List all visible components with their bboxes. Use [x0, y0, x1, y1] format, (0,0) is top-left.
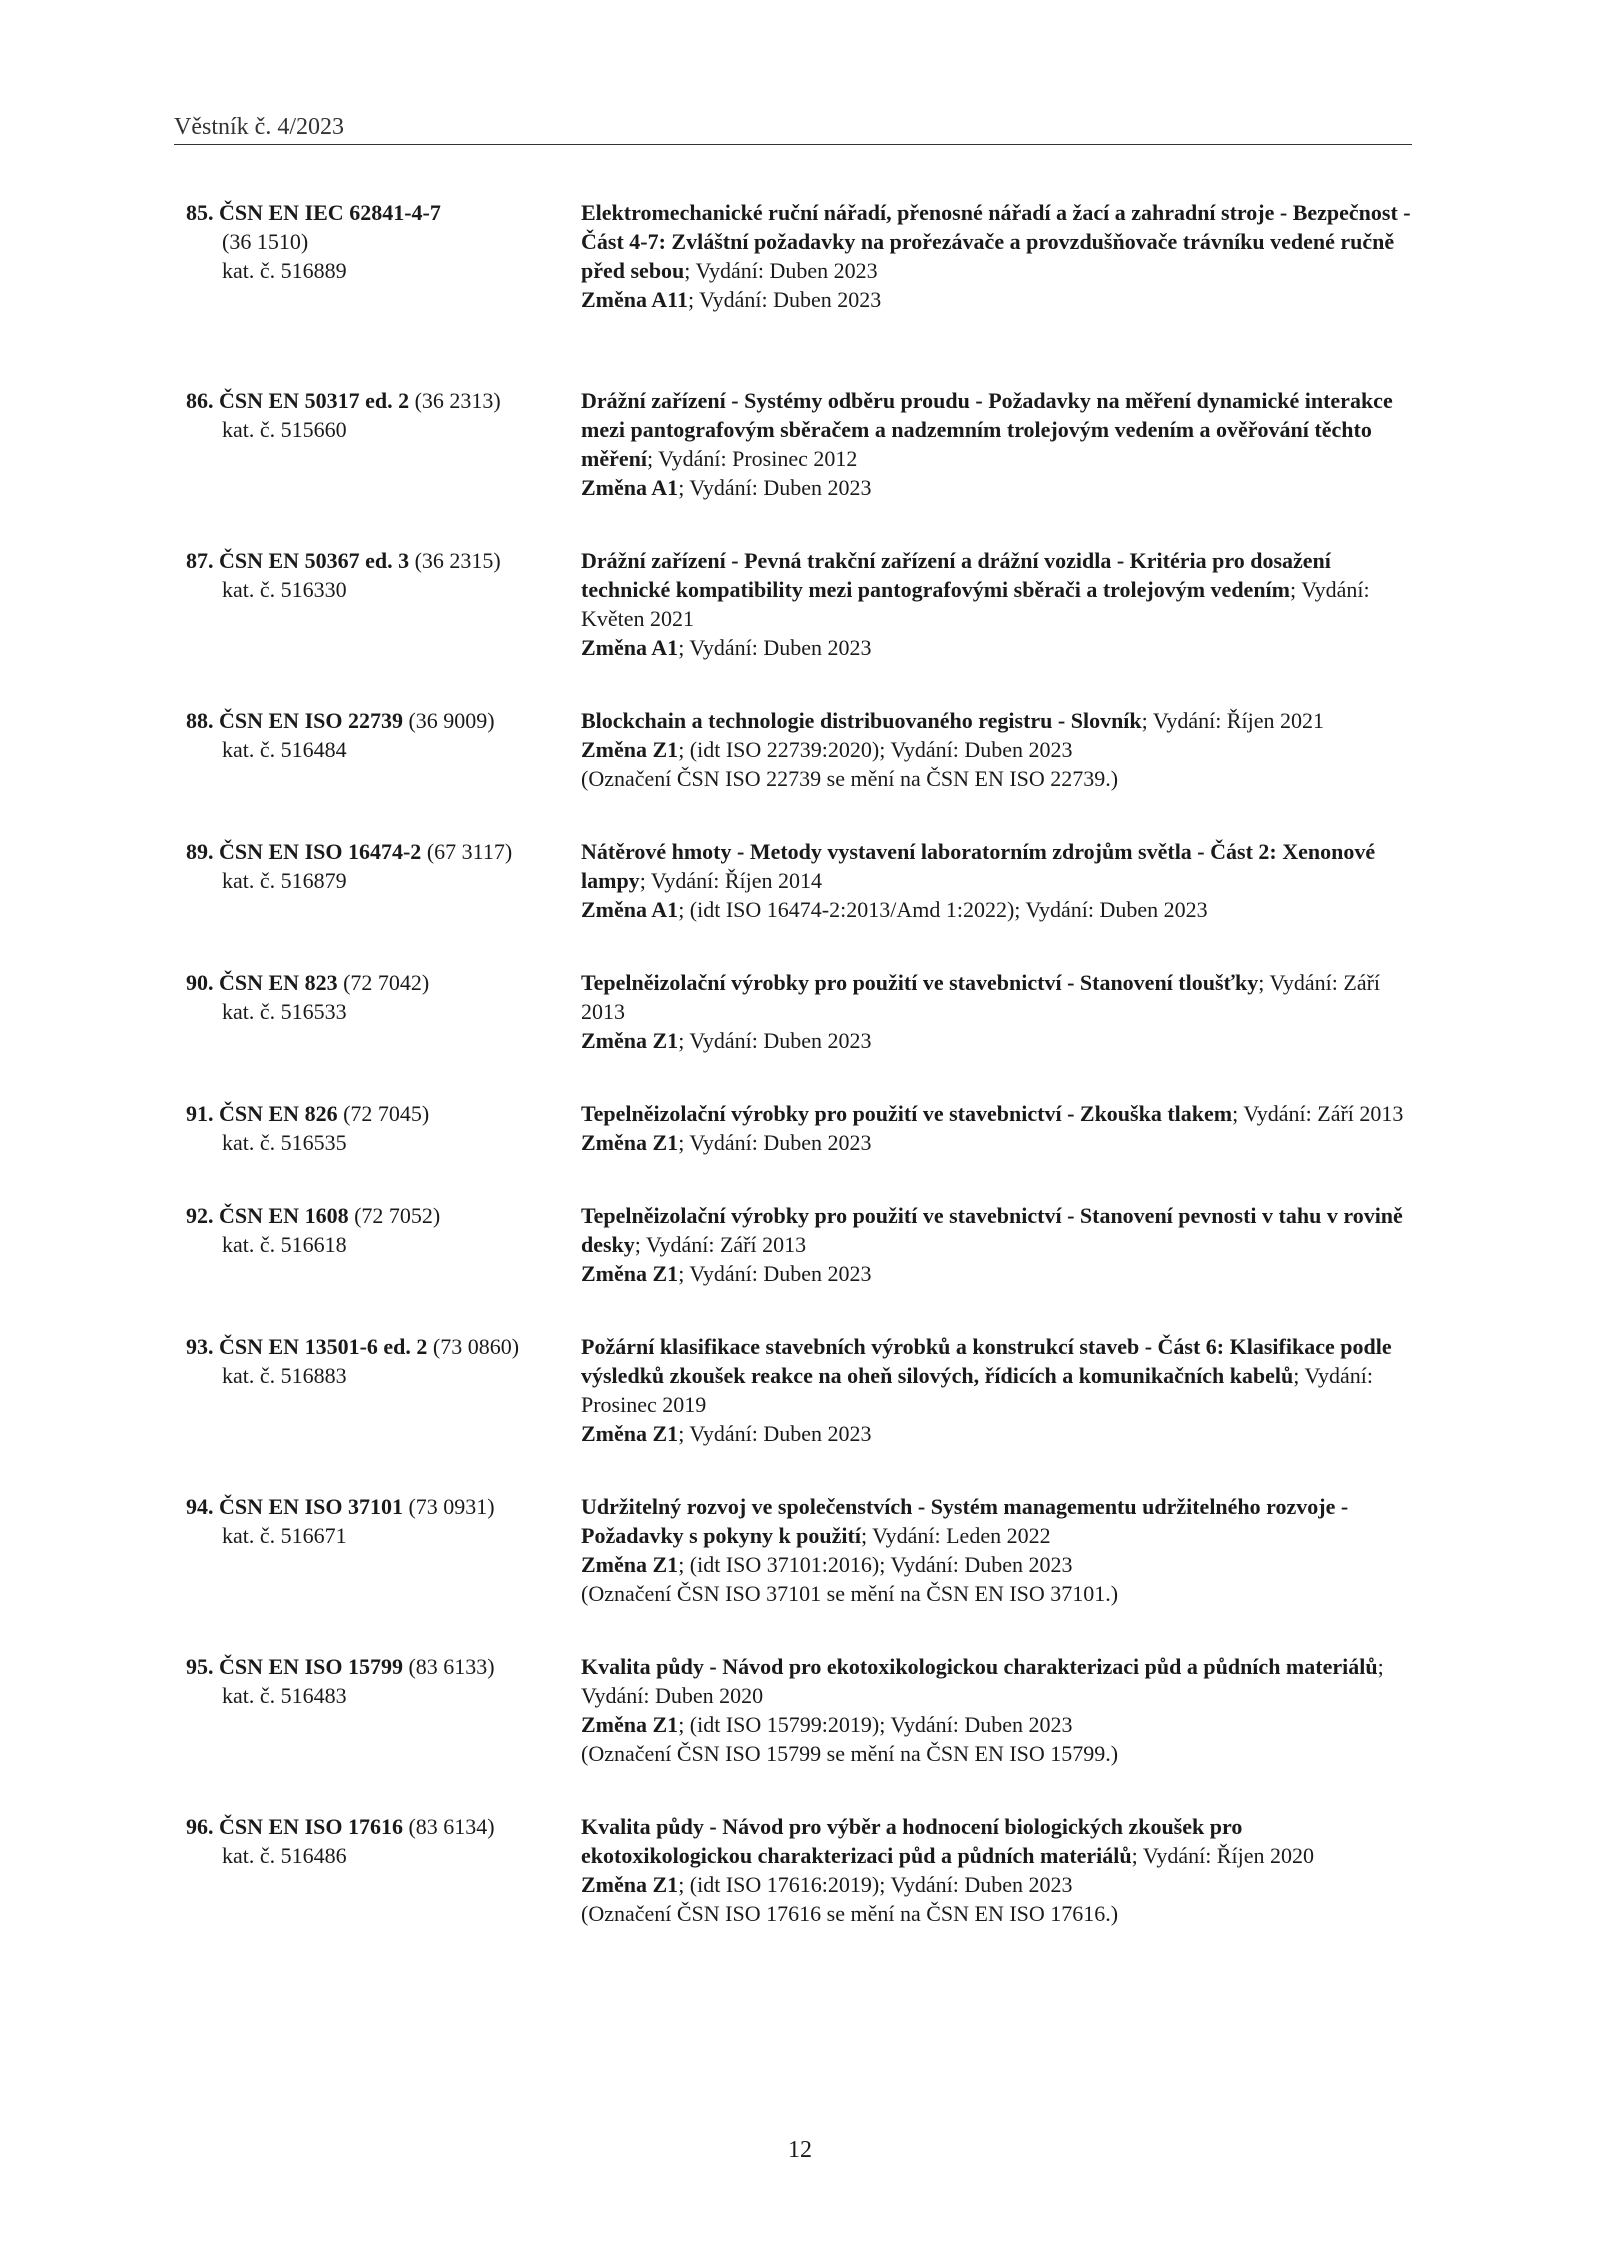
standard-entry [186, 386, 1412, 502]
entry-number: 95. [186, 1654, 214, 1679]
entry-identifier [186, 1812, 581, 1928]
catalog-number: kat. č. 516483 [222, 1683, 347, 1708]
entry-description [581, 968, 1412, 1055]
entry-description [581, 1099, 1412, 1157]
standard-entry [186, 1201, 1412, 1288]
change-label: Změna A1 [581, 635, 679, 660]
catalog-number: kat. č. 516889 [222, 258, 347, 283]
change-info: ; Vydání: Duben 2023 [678, 1261, 872, 1286]
classification-code: (72 7042) [343, 970, 430, 995]
entry-number: 92. [186, 1203, 214, 1228]
change-label: Změna Z1 [581, 1712, 679, 1737]
change-info: ; Vydání: Duben 2023 [678, 1130, 872, 1155]
designation-change-note: (Označení ČSN ISO 17616 se mění na ČSN EN ISO 17616.) [581, 1901, 1119, 1926]
edition-info: ; Vydání: Duben 2023 [684, 258, 878, 283]
change-label: Změna Z1 [581, 737, 679, 762]
edition-info: ; Vydání: Září 2013 [581, 970, 1381, 1024]
edition-info: ; Vydání: Říjen 2021 [1141, 708, 1324, 733]
edition-info: ; Vydání: Duben 2020 [581, 1654, 1384, 1708]
change-label: Změna A1 [581, 475, 679, 500]
standard-entry [186, 1652, 1412, 1768]
standard-designation: ČSN EN ISO 15799 [219, 1654, 403, 1679]
standards-list [186, 198, 1412, 1972]
catalog-number: kat. č. 516533 [222, 999, 347, 1024]
change-info: ; (idt ISO 15799:2019); Vydání: Duben 2023 [678, 1712, 1073, 1737]
entry-description [581, 1812, 1412, 1928]
standard-entry [186, 546, 1412, 662]
page-number: 12 [788, 2137, 812, 2163]
standard-title: Udržitelný rozvoj ve společenstvích - Systém managementu udržitelného rozvoje - Požadavky s pokyny k použití [581, 1494, 1349, 1548]
edition-info: ; Vydání: Leden 2022 [860, 1523, 1051, 1548]
entry-description [581, 198, 1412, 314]
entry-description [581, 1652, 1412, 1768]
entry-identifier [186, 1652, 581, 1768]
catalog-number: kat. č. 516879 [222, 868, 347, 893]
entry-number: 86. [186, 388, 214, 413]
change-info: ; Vydání: Duben 2023 [678, 1028, 872, 1053]
standard-entry [186, 1492, 1412, 1608]
classification-code: (36 2315) [414, 548, 501, 573]
standard-designation: ČSN EN 50317 ed. 2 [219, 388, 410, 413]
edition-info: ; Vydání: Září 2013 [634, 1232, 807, 1257]
classification-code: (67 3117) [426, 839, 513, 864]
standard-designation: ČSN EN ISO 17616 [219, 1814, 403, 1839]
classification-code: (73 0931) [408, 1494, 495, 1519]
change-info: ; Vydání: Duben 2023 [678, 475, 872, 500]
classification-code: (36 2313) [414, 388, 501, 413]
change-info: ; Vydání: Duben 2023 [678, 1421, 872, 1446]
entry-identifier [186, 1492, 581, 1608]
change-info: ; (idt ISO 17616:2019); Vydání: Duben 2023 [678, 1872, 1073, 1897]
edition-info: ; Vydání: Květen 2021 [581, 577, 1370, 631]
edition-info: ; Vydání: Říjen 2020 [1131, 1843, 1314, 1868]
entry-number: 94. [186, 1494, 214, 1519]
bulletin-title: Věstník č. 4/2023 [174, 114, 344, 140]
edition-info: ; Vydání: Prosinec 2019 [581, 1363, 1373, 1417]
classification-code: (72 7045) [343, 1101, 430, 1126]
standard-designation: ČSN EN IEC 62841-4-7 [219, 200, 441, 225]
standard-title: Kvalita půdy - Návod pro ekotoxikologickou charakterizaci půd a půdních materiálů [581, 1654, 1378, 1679]
edition-info: ; Vydání: Prosinec 2012 [646, 446, 858, 471]
catalog-number: kat. č. 516486 [222, 1843, 347, 1868]
catalog-number: kat. č. 516671 [222, 1523, 347, 1548]
standard-designation: ČSN EN 13501-6 ed. 2 [219, 1334, 428, 1359]
designation-change-note: (Označení ČSN ISO 37101 se mění na ČSN EN ISO 37101.) [581, 1581, 1119, 1606]
entry-identifier [186, 1099, 581, 1157]
catalog-number: kat. č. 516618 [222, 1232, 347, 1257]
standard-title: Požární klasifikace stavebních výrobků a konstrukcí staveb - Část 6: Klasifikace podle výsledků zkoušek reakce na oheň silových, řídicích a komunikačních kabelů [581, 1334, 1392, 1388]
standard-title: Tepelněizolační výrobky pro použití ve stavebnictví - Zkouška tlakem [581, 1101, 1233, 1126]
standard-title: Drážní zařízení - Systémy odběru proudu - Požadavky na měření dynamické interakce mezi pantografovým sběračem a nadzemním trolejovým vedením a ověřování těchto měření [581, 388, 1393, 471]
change-label: Změna Z1 [581, 1028, 679, 1053]
entry-identifier [186, 706, 581, 793]
standard-entry [186, 1332, 1412, 1448]
entry-number: 93. [186, 1334, 214, 1359]
entry-description [581, 1332, 1412, 1448]
standard-title: Kvalita půdy - Návod pro výběr a hodnocení biologických zkoušek pro ekotoxikologickou charakterizaci půd a půdních materiálů [581, 1814, 1243, 1868]
standard-designation: ČSN EN 1608 [219, 1203, 349, 1228]
catalog-number: kat. č. 516330 [222, 577, 347, 602]
designation-change-note: (Označení ČSN ISO 22739 se mění na ČSN EN ISO 22739.) [581, 766, 1119, 791]
change-label: Změna Z1 [581, 1261, 679, 1286]
change-label: Změna Z1 [581, 1421, 679, 1446]
entry-number: 90. [186, 970, 214, 995]
classification-code: (36 9009) [408, 708, 495, 733]
entry-description [581, 837, 1412, 924]
entry-description [581, 386, 1412, 502]
standard-entry [186, 706, 1412, 793]
classification-code: (72 7052) [354, 1203, 441, 1228]
catalog-number: kat. č. 515660 [222, 417, 347, 442]
change-label: Změna Z1 [581, 1130, 679, 1155]
change-label: Změna A11 [581, 287, 688, 312]
entry-number: 89. [186, 839, 214, 864]
standard-title: Drážní zařízení - Pevná trakční zařízení a drážní vozidla - Kritéria pro dosažení technické kompatibility mezi pantografovými sběrači a trolejovým vedením [581, 548, 1331, 602]
catalog-number: kat. č. 516883 [222, 1363, 347, 1388]
edition-info: ; Vydání: Září 2013 [1232, 1101, 1404, 1126]
standard-title: Blockchain a technologie distribuovaného registru - Slovník [581, 708, 1142, 733]
entry-identifier [186, 1201, 581, 1288]
entry-identifier [186, 546, 581, 662]
standard-title: Tepelněizolační výrobky pro použití ve stavebnictví - Stanovení pevnosti v tahu v rovině desky [581, 1203, 1403, 1257]
standard-designation: ČSN EN 826 [219, 1101, 338, 1126]
entry-number: 87. [186, 548, 214, 573]
entry-identifier [186, 198, 581, 314]
entry-number: 88. [186, 708, 214, 733]
standard-designation: ČSN EN ISO 16474-2 [219, 839, 422, 864]
entry-number: 91. [186, 1101, 214, 1126]
change-label: Změna Z1 [581, 1552, 679, 1577]
change-info: ; Vydání: Duben 2023 [678, 635, 872, 660]
change-info: ; (idt ISO 22739:2020); Vydání: Duben 2023 [678, 737, 1073, 762]
entry-number: 96. [186, 1814, 214, 1839]
classification-code: (36 1510) [222, 229, 309, 254]
classification-code: (83 6133) [408, 1654, 495, 1679]
page-header [174, 112, 1412, 145]
change-label: Změna A1 [581, 897, 679, 922]
entry-identifier [186, 837, 581, 924]
change-info: ; Vydání: Duben 2023 [687, 287, 882, 312]
standard-designation: ČSN EN 50367 ed. 3 [219, 548, 410, 573]
entry-identifier [186, 386, 581, 502]
entry-number: 85. [186, 200, 214, 225]
standard-entry [186, 968, 1412, 1055]
change-info: ; (idt ISO 16474-2:2013/Amd 1:2022); Vydání: Duben 2023 [678, 897, 1208, 922]
entry-description [581, 1492, 1412, 1608]
standard-title: Tepelněizolační výrobky pro použití ve stavebnictví - Stanovení tloušťky [581, 970, 1259, 995]
standard-title: Nátěrové hmoty - Metody vystavení laboratorním zdrojům světla - Část 2: Xenonové lampy [581, 839, 1376, 893]
entry-description [581, 706, 1412, 793]
entry-identifier [186, 968, 581, 1055]
edition-info: ; Vydání: Říjen 2014 [639, 868, 823, 893]
standard-designation: ČSN EN ISO 37101 [219, 1494, 403, 1519]
change-label: Změna Z1 [581, 1872, 679, 1897]
entry-description [581, 546, 1412, 662]
entry-identifier [186, 1332, 581, 1448]
catalog-number: kat. č. 516484 [222, 737, 347, 762]
standard-designation: ČSN EN 823 [219, 970, 338, 995]
standard-designation: ČSN EN ISO 22739 [219, 708, 403, 733]
entry-description [581, 1201, 1412, 1288]
standard-title: Elektromechanické ruční nářadí, přenosné nářadí a žací a zahradní stroje - Bezpečnost - Část 4-7: Zvláštní požadavky na prořezávače a provzdušňovače trávníku vedené ručně před sebou [581, 200, 1411, 283]
standard-entry [186, 198, 1412, 314]
designation-change-note: (Označení ČSN ISO 15799 se mění na ČSN EN ISO 15799.) [581, 1741, 1119, 1766]
standard-entry [186, 1099, 1412, 1157]
catalog-number: kat. č. 516535 [222, 1130, 347, 1155]
standard-entry [186, 1812, 1412, 1928]
change-info: ; (idt ISO 37101:2016); Vydání: Duben 2023 [678, 1552, 1073, 1577]
classification-code: (83 6134) [408, 1814, 495, 1839]
standard-entry [186, 837, 1412, 924]
classification-code: (73 0860) [432, 1334, 520, 1359]
